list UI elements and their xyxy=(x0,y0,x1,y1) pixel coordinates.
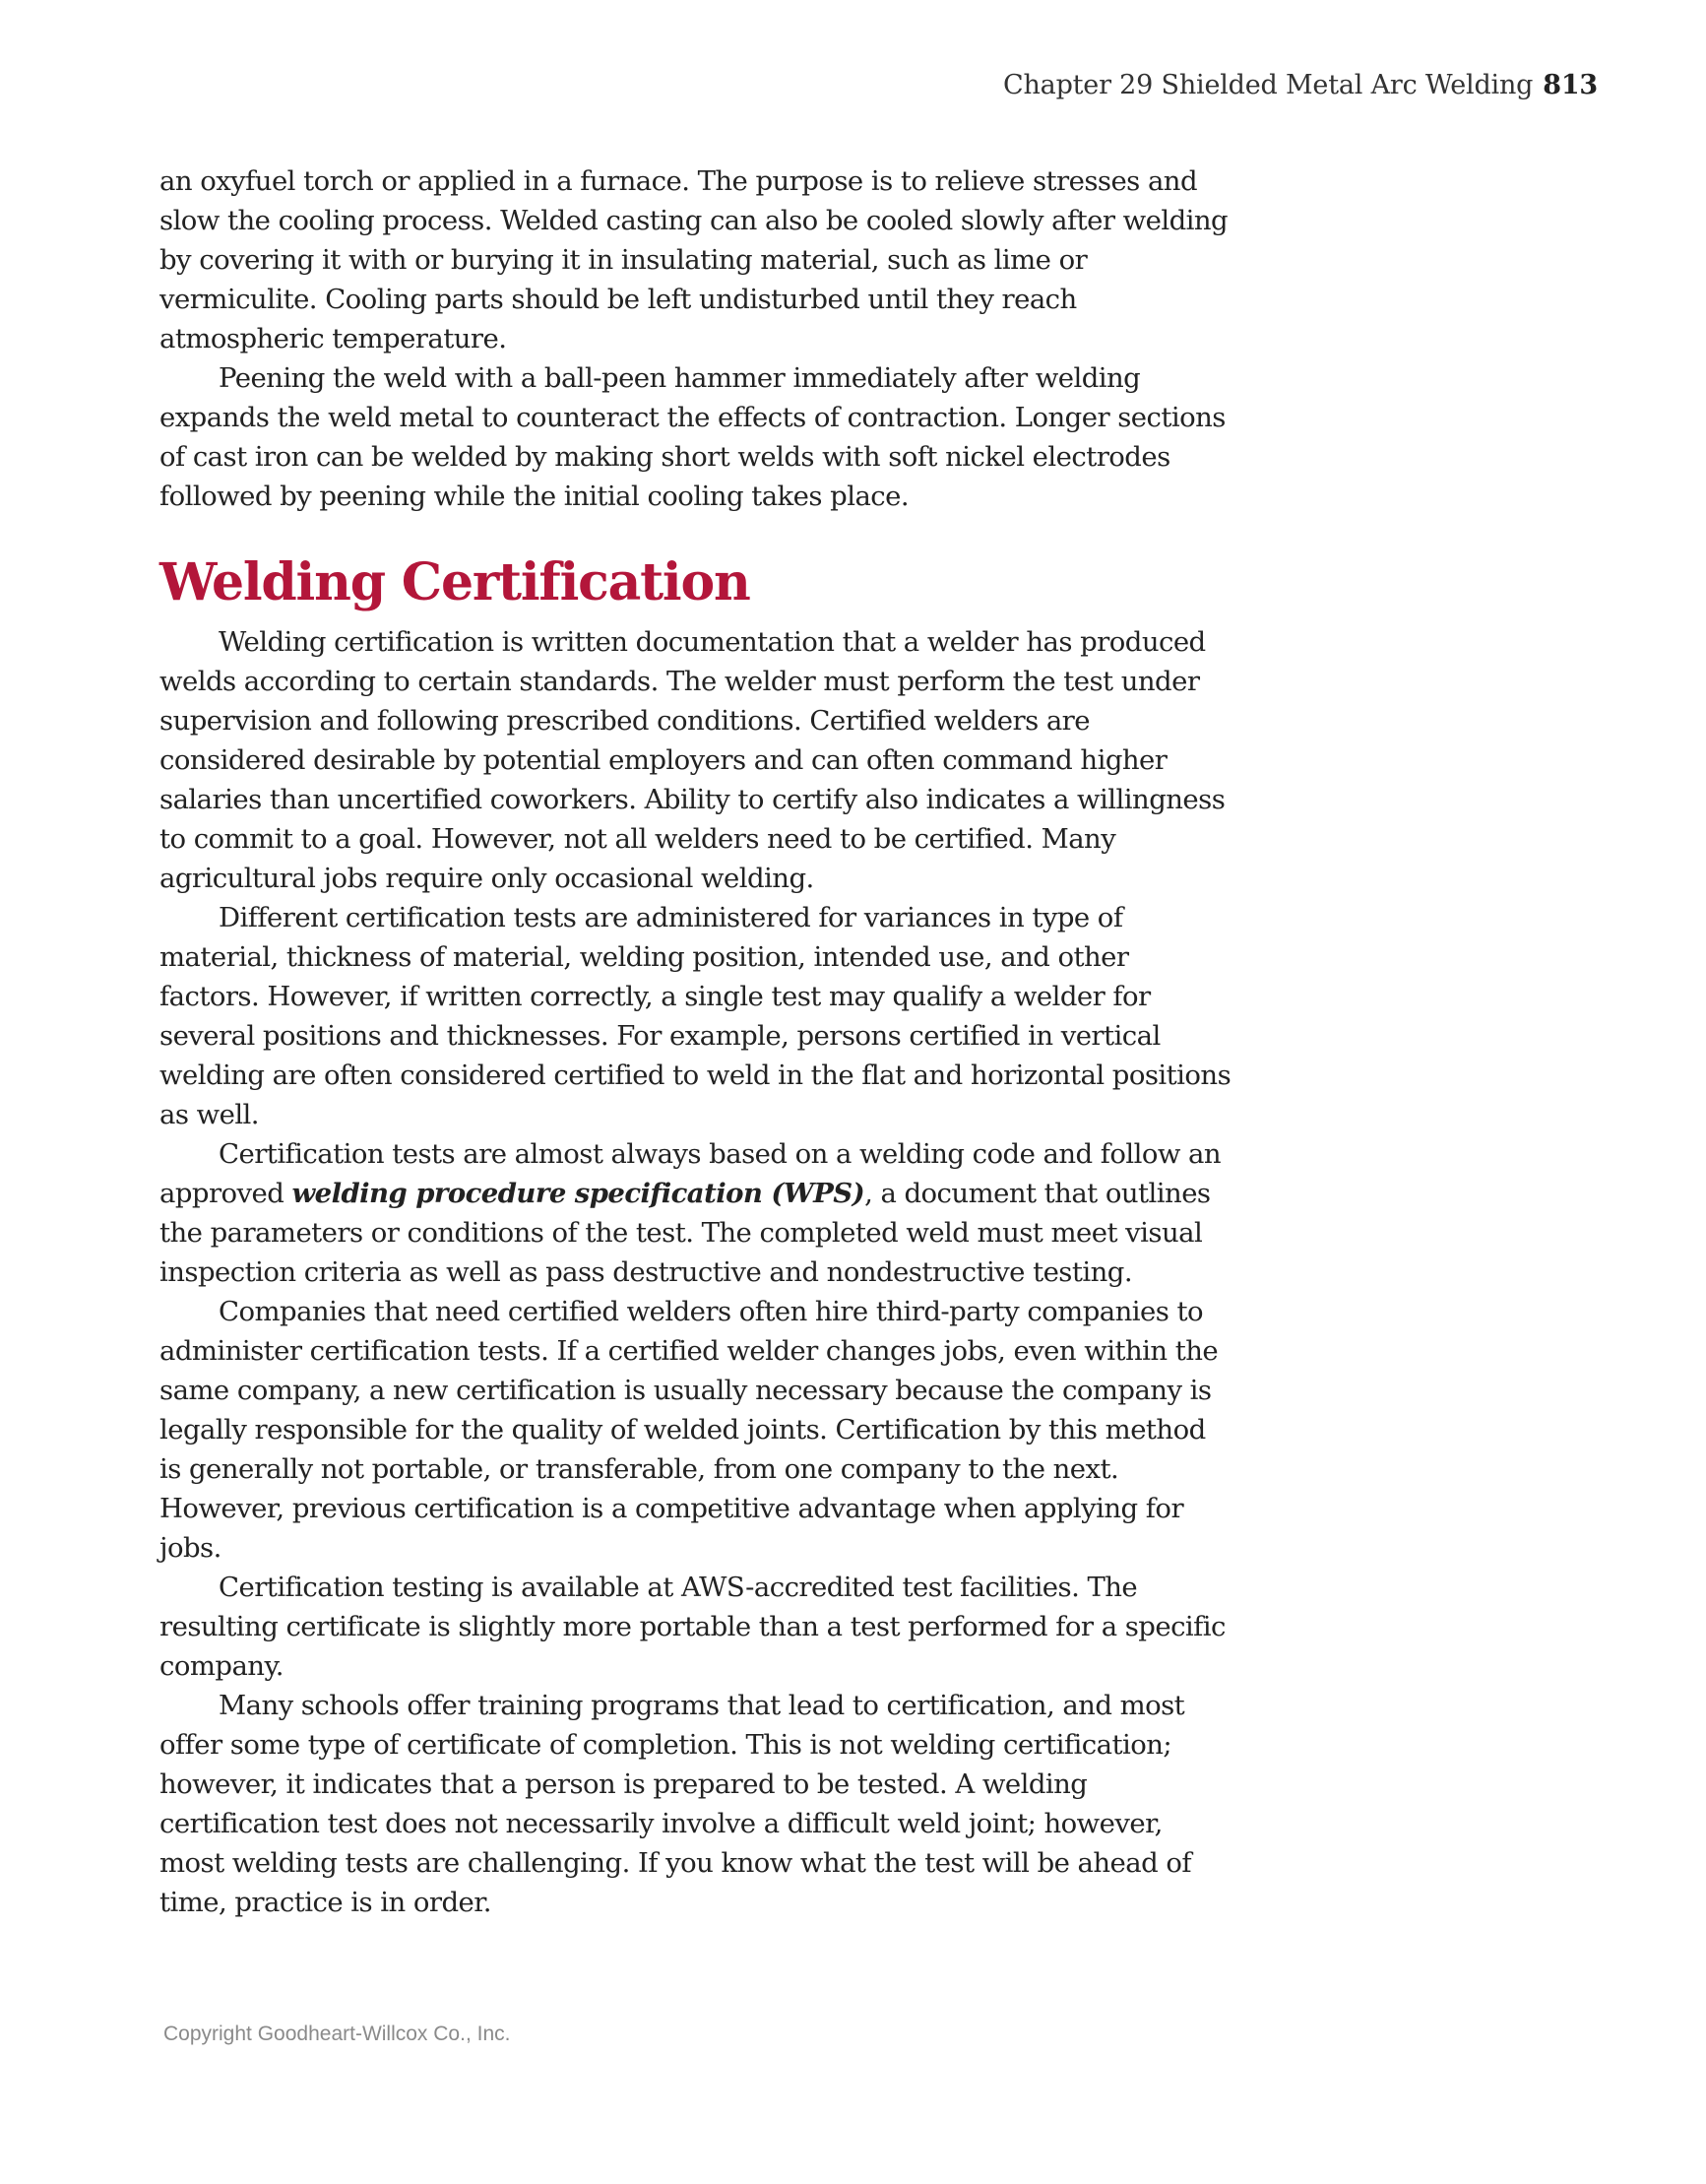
copyright-notice: Copyright Goodheart-Willcox Co., Inc. xyxy=(163,2023,511,2045)
intro-paragraph-1: an oxyfuel torch or applied in a furnace. The purpose is to relieve stresses and slow the cooling process. Welded casting can also be cooled slowly after welding by covering it with or burying it in insulating material, such as lime or vermiculite. Cooling parts should be left undisturbed until they reach atmospheric temperature. xyxy=(159,165,1229,354)
paragraph-3-text-start: Certification tests are almost always based on a welding code and follow an approved xyxy=(159,1138,1222,1209)
section-paragraph-5: Certification testing is available at AWS-accredited test facilities. The resulting certificate is slightly more portable than a test performed for a specific company. xyxy=(159,1572,1226,1682)
section-paragraph-1: Welding certification is written documentation that a welder has produced welds according to certain standards. The welder must perform the test under supervision and following prescribed conditions. Certified welders are considered desirable by potential employers and can often command higher salaries than uncertified coworkers. Ability to certify also indicates a willingness to commit to a goal. However, not all welders need to be certified. Many agricultural jobs require only occasional welding. xyxy=(159,626,1226,894)
key-term-wps: welding procedure specification (WPS) xyxy=(291,1178,865,1209)
running-head xyxy=(1003,70,1598,100)
page-body xyxy=(159,161,1232,1922)
chapter-title: Chapter 29 Shielded Metal Arc Welding xyxy=(1003,70,1534,100)
page-number: 813 xyxy=(1543,70,1598,100)
section-paragraph-6: Many schools offer training programs that lead to certification, and most offer some type of certificate of completion. This is not welding certification; however, it indicates that a person is prepared to be tested. A welding certification test does not necessarily involve a difficult weld joint; however, most welding tests are challenging. If you know what the test will be ahead of time, practice is in order. xyxy=(159,1690,1192,1918)
section-heading: Welding Certification xyxy=(159,552,750,612)
intro-paragraph-2: Peening the weld with a ball-peen hammer immediately after welding expands the weld metal to counteract the effects of contraction. Longer sections of cast iron can be welded by making short welds with soft nickel electrodes followed by peening while the initial cooling takes place. xyxy=(159,362,1226,512)
section-paragraph-2: Different certification tests are administered for variances in type of material, thickness of material, welding position, intended use, and other factors. However, if written correctly, a single test may qualify a welder for several positions and thicknesses. For example, persons certified in vertical welding are often considered certified to weld in the flat and horizontal positions as well. xyxy=(159,902,1232,1130)
section-paragraph-3 xyxy=(159,1134,1232,1292)
paragraph-3-text-end: , a document that outlines the parameters or conditions of the test. The completed weld must meet visual inspection criteria as well as pass destructive and nondestructive testing. xyxy=(159,1178,1211,1288)
section-paragraph-4: Companies that need certified welders often hire third-party companies to administer certification tests. If a certified welder changes jobs, even within the same company, a new certification is usually necessary because the company is legally responsible for the quality of welded joints. Certification by this method is generally not portable, or transferable, from one company to the next. However, previous certification is a competitive advantage when applying for jobs. xyxy=(159,1296,1219,1564)
